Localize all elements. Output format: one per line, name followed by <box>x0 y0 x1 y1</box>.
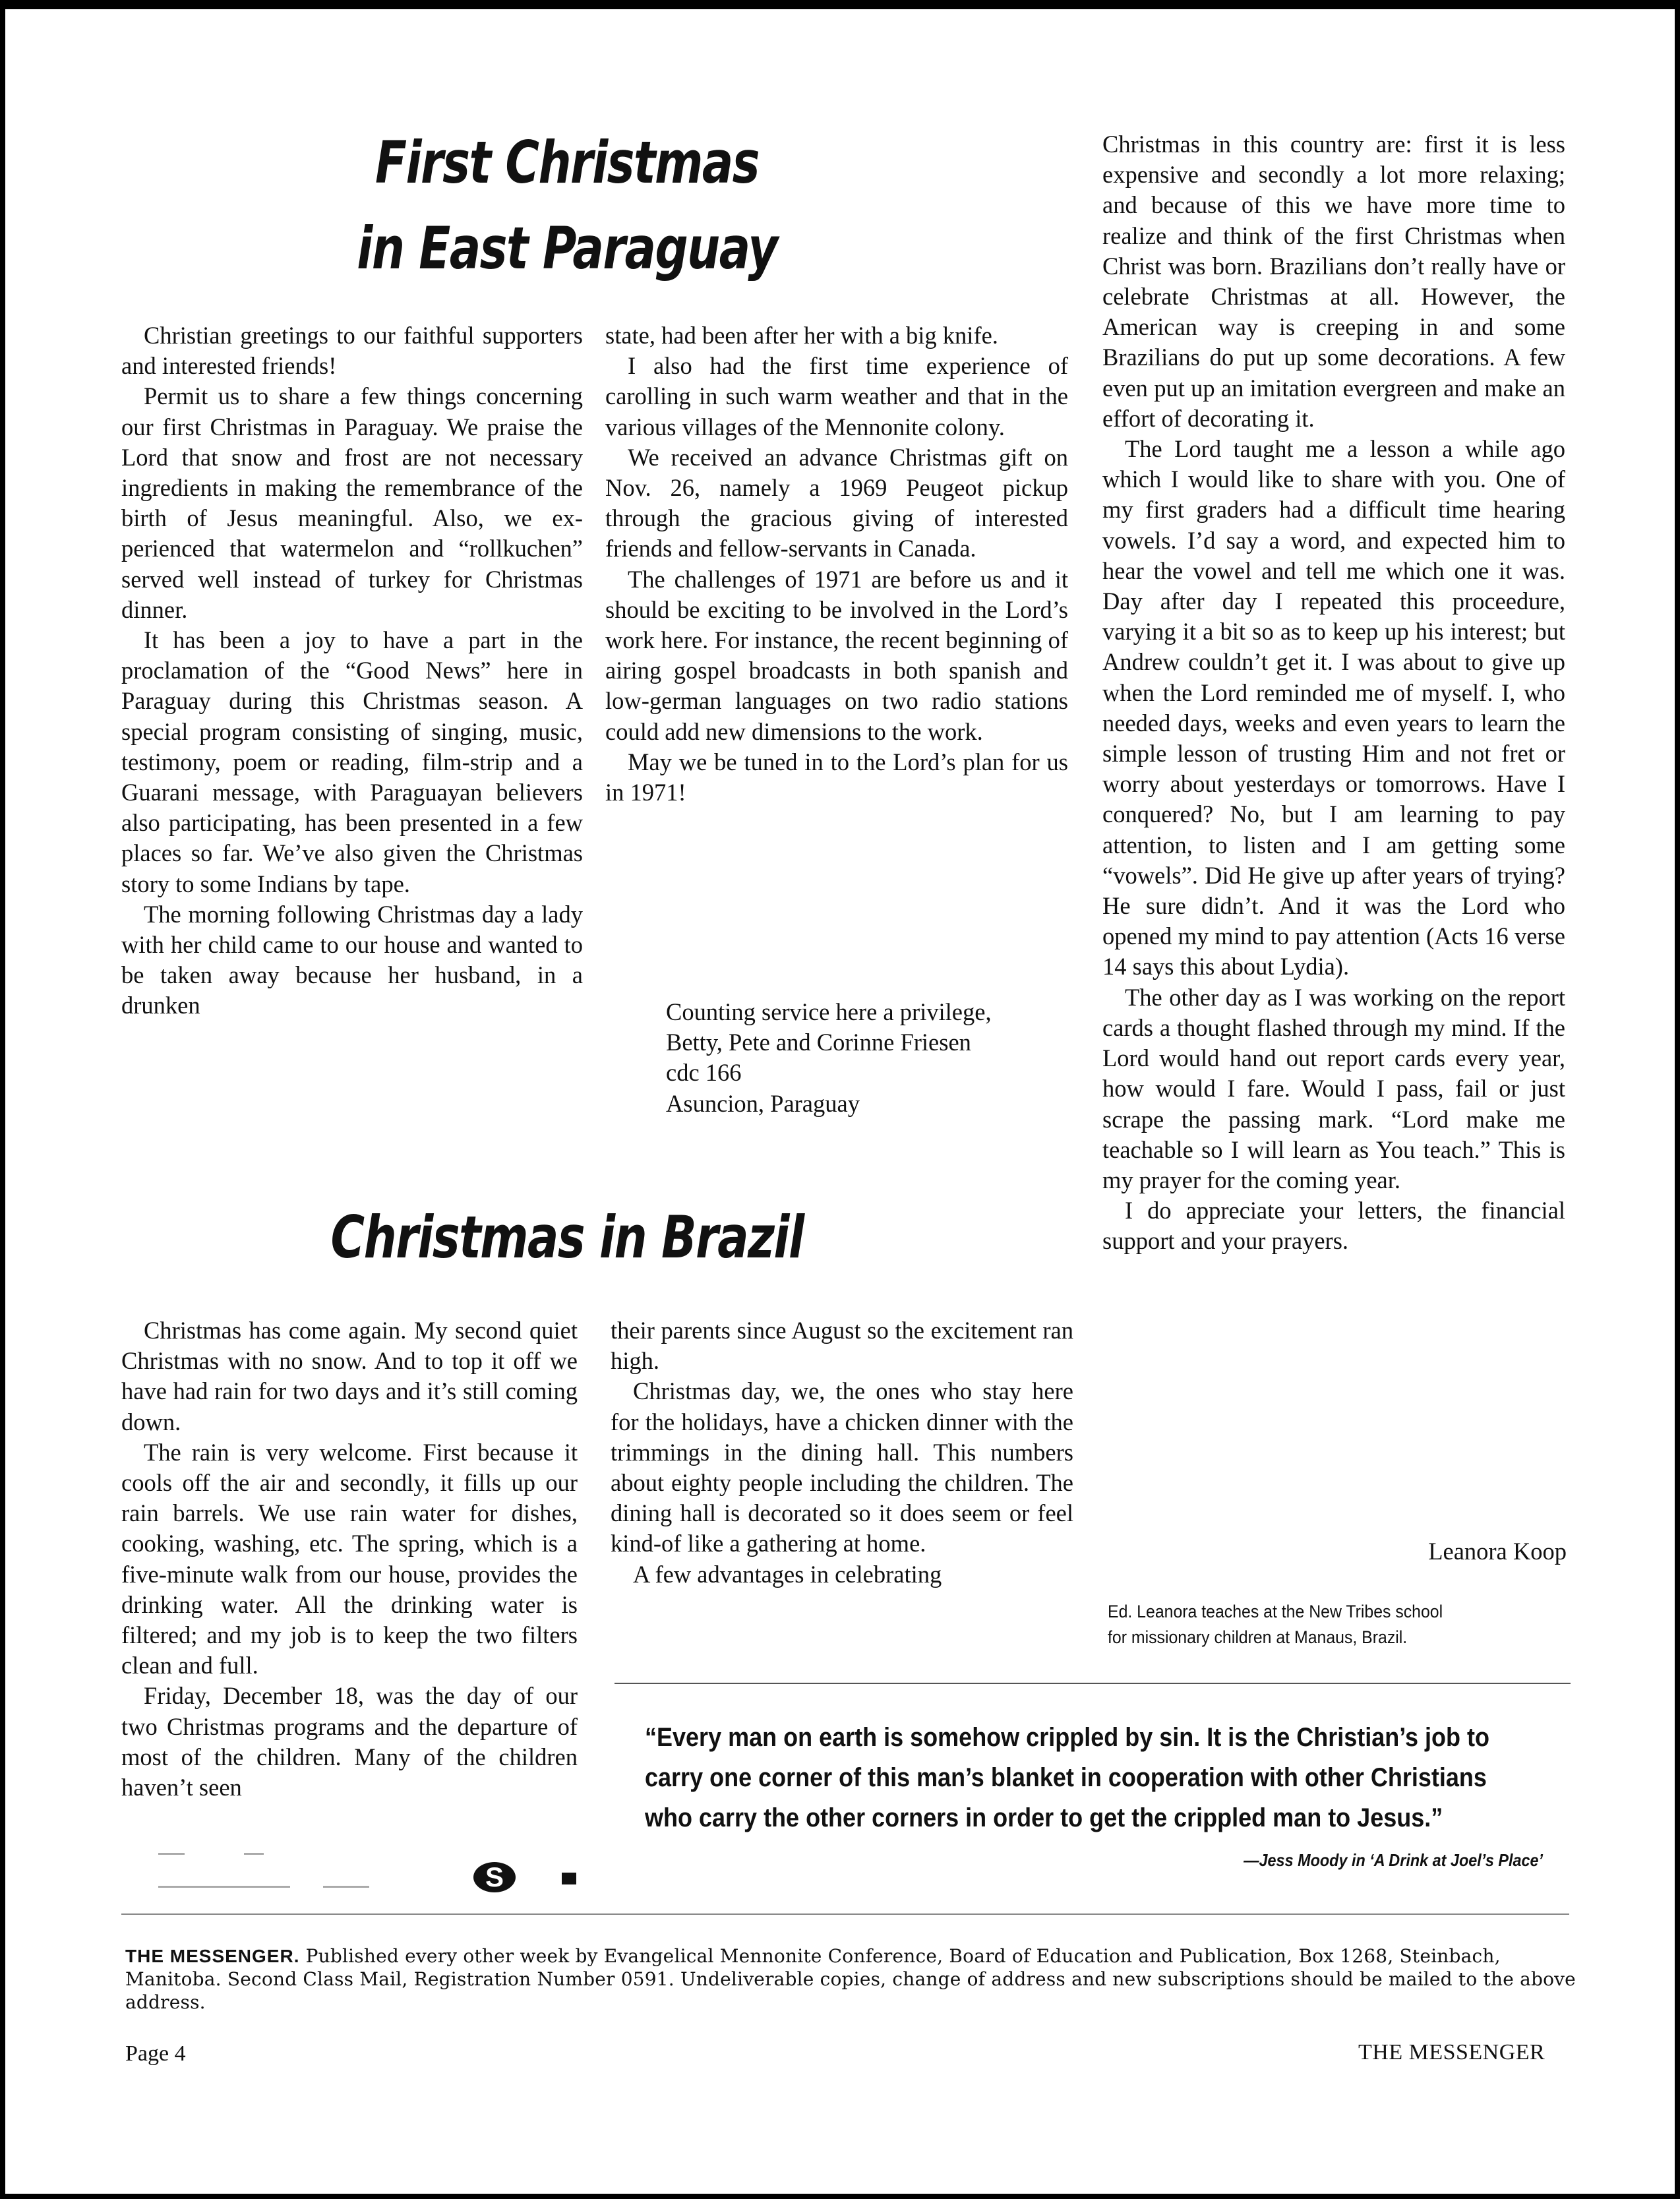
article1-column-2 <box>605 320 1068 808</box>
paragraph: The challenges of 1971 are before us and it should be exciting to be involved in the Lord’s work here. For instance, the recent beginning of airing gospel broadcasts in both spanish and low-german languages on two radio stations could add new dimensions to the work. <box>605 565 1068 745</box>
editor-note <box>1108 1599 1569 1650</box>
paragraph: their parents since August so the excitement ran high. <box>611 1317 1073 1375</box>
publication-notice-label: THE MESSENGER. <box>125 1946 300 1966</box>
article2-column-1 <box>121 1315 578 1803</box>
ad-faint-line <box>158 1853 185 1855</box>
ad-faint-line <box>323 1886 369 1888</box>
footer-publication-name: THE MESSENGER <box>1358 2040 1545 2064</box>
paragraph: The morning following Christmas day a lady with her child came to our house and wanted to be taken away because her husband, in a drunken <box>121 900 583 1019</box>
publication-notice <box>125 1944 1576 2014</box>
paragraph: I do appreciate your letters, the financial support and your prayers. <box>1102 1197 1565 1255</box>
quote-attribution: —Jess Moody in ‘A Drink at Joel’s Place’ <box>1244 1850 1543 1870</box>
ad-faint-line <box>158 1886 290 1888</box>
paragraph: It has been a joy to have a part in the proclamation of the “Good News” here in Paraguay during this Christmas season. A special program consisting of singing, music, testimony, poem or reading, film-strip and a Guarani message, with Paraguayan believers also participating, has been presented in a few places so far. We’ve also given the Christmas story to some Indians by tape. <box>121 626 583 897</box>
article1-signature <box>666 997 1075 1119</box>
paragraph: Permit us to share a few things concerning our first Christmas in Paraguay. We praise the Lord that snow and frost are not necessary ingredients in making the remembrance of the birth of Jesus meaningful. Also, we experienced that watermelon and “rollkuchen” served well instead of turkey for Christmas dinner. <box>121 382 583 623</box>
paragraph: Christmas has come again. My second quiet Christmas with no snow. And to top it off we have had rain for two days and it’s still coming down. <box>121 1317 578 1435</box>
paragraph: The Lord taught me a lesson a while ago which I would like to share with you. One of my first graders had a difficult time hearing vowels. I’d say a word, and expected him to hear the vowel and tell me which one it was. Day after day I repeated this proceedure, varying it a bit so as to keep up his interest; but Andrew couldn’t get it. I was about to give up when the Lord reminded me of myself. I, who needed days, weeks and even years to learn the simple lesson of trusting Him and not fret or worry about yesterdays or tomorrows. Have I conquered? No, but I am learning to pay attention, to listen and I am getting some “vowels”. Did He give up after years of trying? He sure didn’t. And it was the Lord who opened my mind to pay attention (Acts 16 verse 14 says this about Lydia). <box>1102 435 1565 980</box>
article1-title-line1: First Christmas <box>375 129 759 196</box>
paragraph: May we be tuned in to the Lord’s plan for us in 1971! <box>605 748 1068 806</box>
article2-title: Christmas in Brazil <box>330 1203 804 1271</box>
scan-border-left <box>0 0 5 2199</box>
paragraph: The rain is very welcome. First because it cools off the air and secondly, it fills up our rain barrels. We use rain water for dishes, cooking, washing, etc. The spring, which is a five-minute walk from our house, provides the drinking water. All the drinking water is filtered; and my job is to keep the two filters clean and full. <box>121 1438 578 1679</box>
scan-border-right <box>1675 0 1680 2199</box>
editor-note-line: for missionary children at Manaus, Brazil. <box>1108 1627 1408 1647</box>
scan-border-top <box>0 0 1680 9</box>
publication-rule <box>121 1913 1569 1915</box>
ad-s-logo: S <box>473 1862 516 1892</box>
publication-notice-text: Published every other week by Evangelical Mennonite Conference, Board of Education and Publication, Box 1268, Steinbach, Manitoba. Second Class Mail, Registration Number 0591. Undeliverable copies, change of address and new subscriptions should be mailed to the above address. <box>125 1945 1576 2013</box>
pull-quote: “Every man on earth is somehow crippled by sin. It is the Christian’s job to carry one corner of this man’s blanket in cooperation with other Christians who carry the other corners in order to get the crippled man to Jesus.” <box>645 1723 1489 1832</box>
paragraph: state, had been after her with a big knife. <box>605 322 998 349</box>
page-number: Page 4 <box>125 2041 186 2066</box>
article2-column-2 <box>611 1315 1073 1590</box>
ad-faint-line <box>244 1853 264 1855</box>
paragraph: We received an advance Christmas gift on Nov. 26, namely a 1969 Peugeot pickup through the gracious giving of interested friends and fellow-servants in Canada. <box>605 443 1068 562</box>
ad-fragment <box>158 1840 593 1899</box>
signature-line: Betty, Pete and Corinne Friesen <box>666 1029 971 1056</box>
editor-note-line: Ed. Leanora teaches at the New Tribes school <box>1108 1602 1443 1621</box>
paragraph: Christmas day, we, the ones who stay here for the holidays, have a chicken dinner with the trimmings in the dining hall. This numbers about eighty people including the children. The dining hall is decorated so it does seem or feel kind-of like a gathering at home. <box>611 1377 1073 1557</box>
article1-column-1 <box>121 320 583 1021</box>
paragraph: A few advantages in celebrating <box>633 1560 942 1588</box>
paragraph: Christian greetings to our faithful supporters and interested friends! <box>121 322 583 380</box>
ad-square-mark <box>562 1873 576 1884</box>
signature-line: cdc 166 <box>666 1059 742 1087</box>
signature-line: Asuncion, Paraguay <box>666 1089 860 1117</box>
scan-border-bottom <box>0 2194 1680 2199</box>
article1-title-line2: in East Paraguay <box>357 214 777 282</box>
article2-signature: Leanora Koop <box>1428 1538 1567 1565</box>
article2-column-3 <box>1102 129 1565 1257</box>
paragraph: Friday, December 18, was the day of our two Christmas programs and the departure of most of the children. Many of the children haven’t seen <box>121 1682 578 1801</box>
quote-top-rule <box>615 1683 1571 1684</box>
paragraph: Christmas in this country are: first it is less expensive and secondly a lot more relaxing; and because of this we have more time to realize and think of the first Christmas when Christ was born. Brazilians don’t really have or celebrate Christmas at all. However, the American way is creeping in and some Brazilians do put up some decorations. A few even put up an imitation evergreen and make an effort of decorating it. <box>1102 131 1565 432</box>
paragraph: I also had the first time experience of carolling in such warm weather and that in the various villages of the Mennonite colony. <box>605 352 1068 440</box>
signature-line: Counting service here a privilege, <box>666 998 992 1025</box>
paragraph: The other day as I was working on the report cards a thought flashed through my mind. If the Lord would hand out report cards every year, how would I fare. Would I pass, fail or just scrape the passing mark. “Lord make me teachable so I will learn as You teach.” This is my prayer for the coming year. <box>1102 983 1565 1193</box>
